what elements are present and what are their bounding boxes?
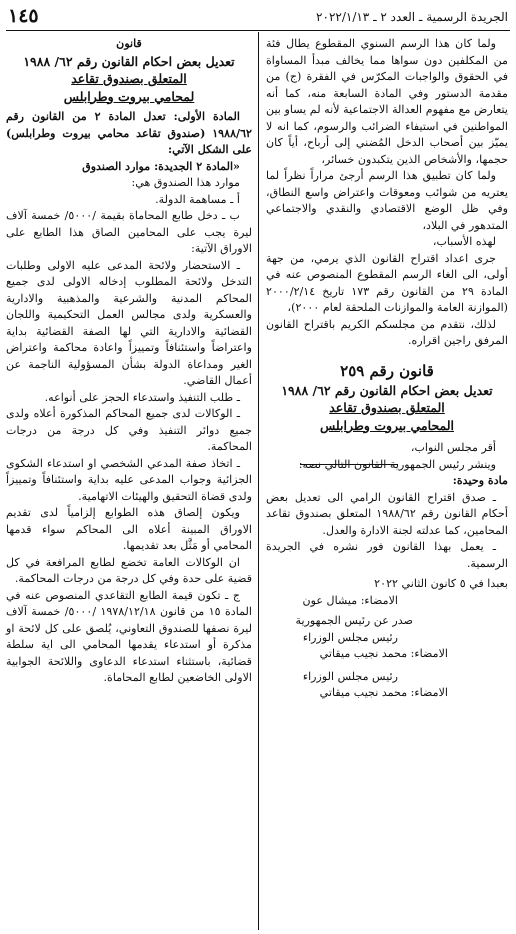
single-article-clause: ـ صدق اقتراح القانون الرامي الى تعديل بعض أحكام القانون رقم ١٩٨٨/٦٢ المتعلق بصندوق تقاعد المحامين، كما عدلته لجنة الادارة والعدل. <box>266 490 508 537</box>
law-title-line: المحامي بيروت وطرابلس <box>319 417 455 433</box>
general-rule: ان الوكالات العامة تخضع لطابع المرافعة في كل قضية على حدة وفي كل درجة من درجات المحاكمة. <box>6 555 252 585</box>
issued-by: صدر عن رئيس الجمهورية <box>295 614 413 627</box>
pm-title: رئيس مجلس الوزراء <box>302 669 398 683</box>
signature-date: بعبدا في ٥ كانون الثاني ٢٠٢٢ <box>374 577 508 590</box>
enactment-line: أقر مجلس النواب، <box>410 441 496 454</box>
b-subitem: ـ الوكالات لدى جميع المحاكم المذكورة أعلاه ولدى جميع دوائر التنفيذ وفي كل درجة من درجات المحاكمة. <box>6 407 252 453</box>
signature-pm: الامضاء: محمد نجيب ميقاتي <box>319 647 448 660</box>
publication-title: الجريدة الرسمية ـ العدد ٢ ـ ٢٠٢٢/١/١٣ <box>316 10 508 24</box>
intro-paragraph: ولما كان هذا الرسم السنوي المقطوع يطال فئة من المكلفين دون سواها مما يخالف مبدأ المساواة في الحقوق والواجبات المكرّس في الفقرة (ج) من مقدمة الدستور وفي المادة السابعة منه، كما أنه يتعارض مع مفهوم العدالة الاجتماعية لأنه لم يساو بين المواطنين في استيفاء الضرائب والرسوم، كما انه لا يميّز بين أصحاب الدخل المُضني إلى أرباح، أياً كان حجمها، والأشخاص الذين يتكبدون خسائر، <box>266 37 508 166</box>
law-title-line: لمحامي بيروت وطرابلس <box>63 88 195 104</box>
law-title-line: تعديل بعض احكام القانون رقم ٦٢/ ١٩٨٨ <box>23 53 235 69</box>
law-title-line: تعديل بعض احكام القانون رقم ٦٢/ ١٩٨٨ <box>281 382 493 398</box>
pm-title: رئيس مجلس الوزراء <box>302 630 398 644</box>
single-article-heading: مادة وحيدة: <box>452 474 508 487</box>
resources-intro: موارد هذا الصندوق هي: <box>131 176 240 189</box>
item-a: أ ـ مساهمة الدولة. <box>155 192 240 206</box>
stamp-rule: ويكون إلصاق هذه الطوابع إلزامياً لدى تقديم الاوراق المبينة أعلاه الى المحاكم سواء قدمها المحامي أو مَثَّل بعد تقديمها. <box>6 506 252 552</box>
page-number: ١٤٥ <box>8 5 39 27</box>
law-title-right <box>266 382 508 435</box>
header-rule <box>6 30 510 31</box>
law-number: قانون رقم ٢٥٩ <box>340 361 434 380</box>
page-header <box>6 5 510 27</box>
law-title-line: المتعلق بصندوق تقاعد <box>71 71 187 86</box>
signature-president: الامضاء: ميشال عون <box>302 593 398 607</box>
item-b: ب ـ دخل طابع المحاماة بقيمة /٥٠٠٠/ خمسة آلاف ليرة يجب على المحامين الصاق هذا الطابع على الاوراق الآتية: <box>6 209 252 255</box>
intro-paragraph: ولما كان تطبيق هذا الرسم أرجئ مراراً نظراً لما يعتريه من شوائب ومعوقات واعتراض واسع النطاق، وفي ظل الوضع الاقتصادي والنقدي والاجتماعي المتدهور في البلاد، <box>266 169 508 232</box>
right-column <box>266 36 508 934</box>
separator-line <box>300 464 398 465</box>
intro-paragraph: جرى اعداد اقتراح القانون الذي يرمي، من جهة أولى، الى الغاء الرسم المقطوع المنصوص عنه في المادة ٢٩ من القانون رقم ١٧٣ تاريخ ٢٠٠٠/٢/١٤ (الموازنة العامة والموازنات الملحقة لعام ٢٠٠٠)، <box>266 251 508 314</box>
signature-pm: الامضاء: محمد نجيب ميقاتي <box>319 686 448 699</box>
law-title-line: المتعلق بصندوق تقاعد <box>329 400 445 415</box>
intro-paragraph: لذلك، نتقدم من مجلسكم الكريم باقتراح القانون المرفق راجين اقراره. <box>266 317 508 347</box>
single-article-clause: ـ يعمل بهذا القانون فور نشره في الجريدة الرسمية. <box>266 540 508 570</box>
item-c: ج ـ تكون قيمة الطابع التقاعدي المنصوص عنه في المادة ١٥ من قانون ١٩٧٨/١٢/١٨ /٥٠٠٠/ خمسة آلاف ليرة نصفها للصندوق التعاوني، يُلصق على كل لائحة او مذكرة أو استدعاء يقدمها المحامي الى اية سلطة قضائية، باستثناء استدعاء الدعاوى واللائحة الجوابية الاولى الخاضعين لطابع المحاماة. <box>6 588 252 684</box>
law-heading: قانون <box>116 37 142 50</box>
left-column <box>6 36 252 934</box>
b-subitem: ـ اتخاذ صفة المدعي الشخصي او استدعاء الشكوى الجزائية وجواب المدعى عليه بداية واستئنافاً وتمييزاً ولدى قضاة التحقيق والهيئات الاتهامية. <box>6 456 252 503</box>
column-divider <box>258 32 259 930</box>
enactment-line: وينشر رئيس الجمهورية القانون التالي نصه: <box>298 457 496 471</box>
intro-paragraph: لهذه الأسباب، <box>432 235 496 248</box>
law-title-left <box>6 53 252 106</box>
article-one: المادة الأولى: تعدل المادة ٢ من القانون رقم ١٩٨٨/٦٢ (صندوق تقاعد محامي بيروت وطرابلس) على الشكل الآتي: <box>6 110 252 156</box>
article-two-heading: «المادة ٢ الجديدة: موارد الصندوق <box>82 159 240 173</box>
b-subitem: ـ طلب التنفيذ واستدعاء الحجز على أنواعه. <box>44 390 240 404</box>
b-subitem: ـ الاستحضار ولائحة المدعى عليه الاولى وطلبات التدخل ولائحة المطلوب إدخاله الاولى لدى جميع المحاكم المدنية والشرعية والمذهبية والادارية والعسكرية ولدى مجالس العمل التحكيمية واللجان القضائية والادارية التي لها الصفة القضائية بداية واعتراضاً واستئنافاً وتمييزاً واعادة محاكمة واعتراض الغير ومداعاة الدولة بشأن المسؤولية الناجمة عن أعمال القاضي. <box>6 258 252 387</box>
